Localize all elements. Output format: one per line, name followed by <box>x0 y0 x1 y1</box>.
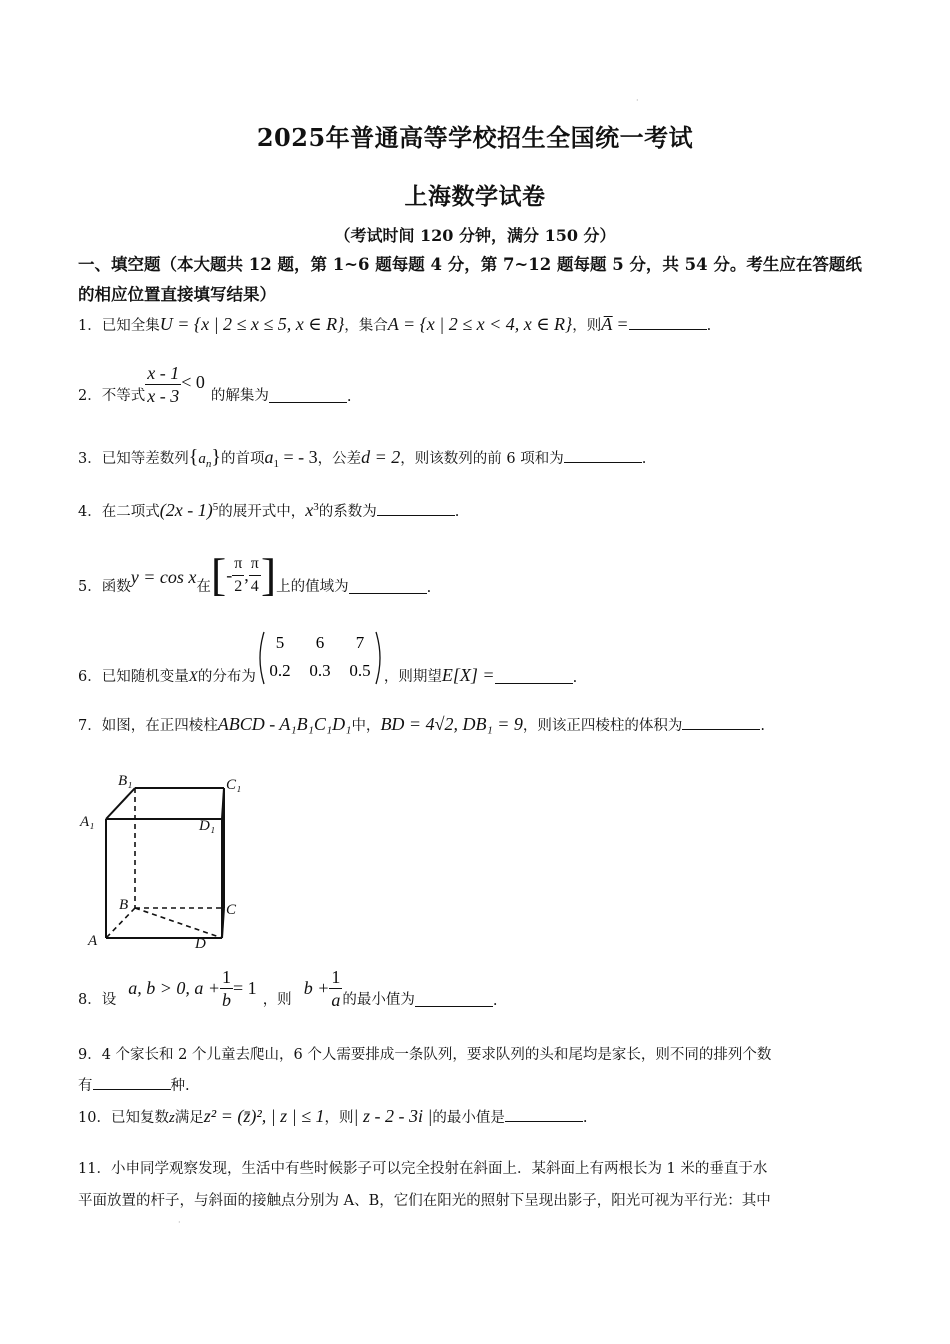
math-expr: U = {x | 2 ≤ x ≤ 5, x ∈ R} <box>159 314 345 334</box>
question-6 <box>78 628 577 688</box>
fraction <box>232 553 244 598</box>
q-text: 已知复数 <box>110 1110 169 1126</box>
q-text: 中， <box>351 718 381 734</box>
answer-blank[interactable] <box>495 669 573 684</box>
numerator: π <box>249 553 261 576</box>
q-text: 的解集为 <box>210 388 269 404</box>
matrix-cell: 0.3 <box>309 661 331 680</box>
q-text: 的最小值是 <box>432 1110 505 1126</box>
label-c: C <box>226 902 237 918</box>
question-number: 7． <box>78 718 102 734</box>
question-number: 3． <box>78 451 102 467</box>
math-sup: 5 <box>212 501 219 514</box>
q-text: 的展开式中， <box>218 504 306 520</box>
q-text: 设 <box>101 992 117 1008</box>
q-text: ，则 <box>572 318 602 334</box>
math-sub: n <box>205 457 212 470</box>
q-text: 不等式 <box>101 388 146 404</box>
math-expr: ABCD - A₁B₁C₁D₁ <box>217 714 352 734</box>
numerator: π <box>232 553 244 576</box>
prism-figure <box>78 768 258 958</box>
math-expr: A = {x | 2 ≤ x < 4, x ∈ R} <box>387 314 573 334</box>
numerator: 1 <box>222 967 232 987</box>
question-10 <box>78 1106 588 1127</box>
math-expr: a <box>198 451 206 467</box>
q-text: 如图，在正四棱柱 <box>101 718 218 734</box>
question-5 <box>78 549 432 600</box>
bracket-right: ] <box>260 549 277 600</box>
question-number: 8． <box>78 992 102 1008</box>
q-text: . <box>454 504 460 520</box>
question-4 <box>78 500 459 521</box>
question-number: 10． <box>78 1110 111 1126</box>
q-text: 在 <box>196 579 211 595</box>
edge-a1b1 <box>106 788 135 819</box>
label-c1: C₁ <box>226 777 242 793</box>
denominator: 2 <box>234 578 243 595</box>
question-number: 2． <box>78 388 102 404</box>
q-text: . <box>760 718 765 734</box>
q-text: 已知全集 <box>101 318 160 334</box>
paper-subtitle: 上海数学试卷 <box>404 183 546 210</box>
label-d1: D₁ <box>199 818 216 834</box>
q-text: 的系数为 <box>318 504 377 520</box>
q-text: 的最小值为 <box>342 992 415 1008</box>
q-text: 有 <box>78 1078 93 1094</box>
denominator: 4 <box>250 578 259 595</box>
matrix-cell: 7 <box>355 633 365 652</box>
math-sub: 1 <box>273 457 279 470</box>
math-expr: z² = (z̄)², | z | ≤ 1 <box>203 1106 325 1126</box>
fraction <box>329 966 342 1011</box>
denominator: a <box>331 990 341 1010</box>
question-number: 5． <box>78 579 102 595</box>
q-text: ，则该数列的前 6 项和为 <box>400 451 564 467</box>
q-text: . <box>706 318 712 334</box>
math-expr: d = 2 <box>361 447 401 467</box>
fraction <box>145 362 181 407</box>
math-expr: (2x - 1) <box>159 500 213 520</box>
section-heading: 一、填空题（本大题共 12 题，第 1~6 题每题 4 分，第 7~12 题每题 5 分，共 54 分。考生应在答题纸的相应位置直接填写结果） <box>78 255 862 304</box>
numerator: 1 <box>331 967 341 987</box>
exam-info: （考试时间 120 分钟，满分 150 分） <box>334 226 616 245</box>
answer-blank[interactable] <box>349 579 427 594</box>
q9-line2 <box>78 1071 878 1102</box>
math-expr: z <box>168 1110 175 1126</box>
answer-blank[interactable] <box>682 715 760 730</box>
math-expr: a, b > 0, a + <box>128 978 221 998</box>
answer-blank[interactable] <box>629 315 707 330</box>
fraction <box>249 553 261 598</box>
math-expr: A̅ = <box>601 314 629 334</box>
q-text: ，公差 <box>317 451 362 467</box>
math-sup: 3 <box>313 501 319 514</box>
numerator: x - 1 <box>147 363 180 383</box>
distribution-matrix <box>256 628 384 688</box>
math-expr: BD = 4√2, DB₁ = 9 <box>380 714 523 734</box>
question-7 <box>78 714 765 735</box>
label-b: B <box>119 897 129 913</box>
denominator: b <box>222 990 232 1010</box>
q-text: 已知等差数列 <box>101 451 189 467</box>
matrix-cell: 0.5 <box>349 661 371 680</box>
math-expr: = 1 <box>233 978 257 998</box>
scan-dot: · <box>636 96 639 105</box>
label-d: D <box>195 936 206 952</box>
math-expr: < 0 <box>181 372 205 392</box>
question-11 <box>78 1153 878 1217</box>
q-text: . <box>582 1110 588 1126</box>
math-expr: X <box>188 669 198 685</box>
math-expr: a <box>264 447 274 467</box>
answer-blank[interactable] <box>415 992 493 1007</box>
question-1 <box>78 314 711 335</box>
q-text: ，则期望 <box>383 669 442 685</box>
scan-dot: · <box>178 1218 181 1227</box>
edge-bd-hidden <box>135 908 222 938</box>
matrix-cell: 6 <box>315 633 325 652</box>
matrix-parens <box>256 628 384 688</box>
q11-line2: 平面放置的杆子，与斜面的接触点分别为 A、B，它们在阳光的照射下呈现出影子，阳光可视为平行光：其中 <box>78 1193 771 1209</box>
math-sign: - <box>226 565 233 585</box>
question-9 <box>78 1040 878 1102</box>
q-text: . <box>492 993 498 1009</box>
q-text: . <box>641 451 647 467</box>
q-text: . <box>346 389 352 405</box>
q-text: 的分布为 <box>197 669 256 685</box>
question-3 <box>78 446 646 470</box>
comma: , <box>244 565 249 585</box>
bracket-left: [ <box>210 549 227 600</box>
q-text: 在二项式 <box>101 504 160 520</box>
q-text: 已知随机变量 <box>101 669 189 685</box>
math-expr: = - 3 <box>278 447 318 467</box>
q-text: ，则 <box>262 992 292 1008</box>
math-expr: | z - 2 - 3i | <box>353 1106 433 1126</box>
q-text: ，则该正四棱柱的体积为 <box>522 718 683 734</box>
q-text: 满足 <box>174 1110 204 1126</box>
q11-line1: 11．小申同学观察发现，生活中有些时候影子可以完全投射在斜面上．某斜面上有两根长为 1 米的垂直于水 <box>78 1161 768 1177</box>
answer-blank[interactable] <box>564 448 642 463</box>
answer-blank[interactable] <box>377 501 455 516</box>
matrix-cell: 0.2 <box>269 661 291 680</box>
question-number: 4． <box>78 504 102 520</box>
math-expr: E[X] = <box>441 665 495 685</box>
q-text: 上的值域为 <box>276 579 349 595</box>
question-8 <box>78 966 497 1011</box>
matrix-cell: 5 <box>275 633 285 652</box>
question-number: 1． <box>78 318 102 334</box>
q-text: ，集合 <box>344 318 388 334</box>
q-text: 函数 <box>101 579 131 595</box>
q9-line1: 9．4 个家长和 2 个儿童去爬山，6 个人需要排成一条队列，要求队列的头和尾均是家长，则不同的排列个数 <box>78 1047 772 1063</box>
brace-left: { <box>188 446 199 468</box>
answer-blank[interactable] <box>93 1075 171 1090</box>
q-text: 种. <box>170 1078 190 1094</box>
answer-blank[interactable] <box>269 388 347 403</box>
q-text: 的首项 <box>220 451 265 467</box>
q-text: . <box>426 580 432 596</box>
label-b1: B₁ <box>118 773 133 789</box>
math-expr: b + <box>303 978 330 998</box>
brace-right: } <box>211 446 221 468</box>
denominator: x - 3 <box>147 386 180 406</box>
q-text: ，则 <box>324 1110 354 1126</box>
fraction <box>220 966 233 1011</box>
label-a: A <box>88 933 98 949</box>
exam-title: 2025年普通高等学校招生全国统一考试 <box>256 123 694 152</box>
q-text: . <box>572 670 578 686</box>
math-expr: y = cos x <box>130 567 197 587</box>
question-2 <box>78 362 351 407</box>
label-a1: A₁ <box>80 814 95 830</box>
math-expr: x <box>305 500 314 520</box>
answer-blank[interactable] <box>505 1107 583 1122</box>
question-number: 6． <box>78 669 102 685</box>
